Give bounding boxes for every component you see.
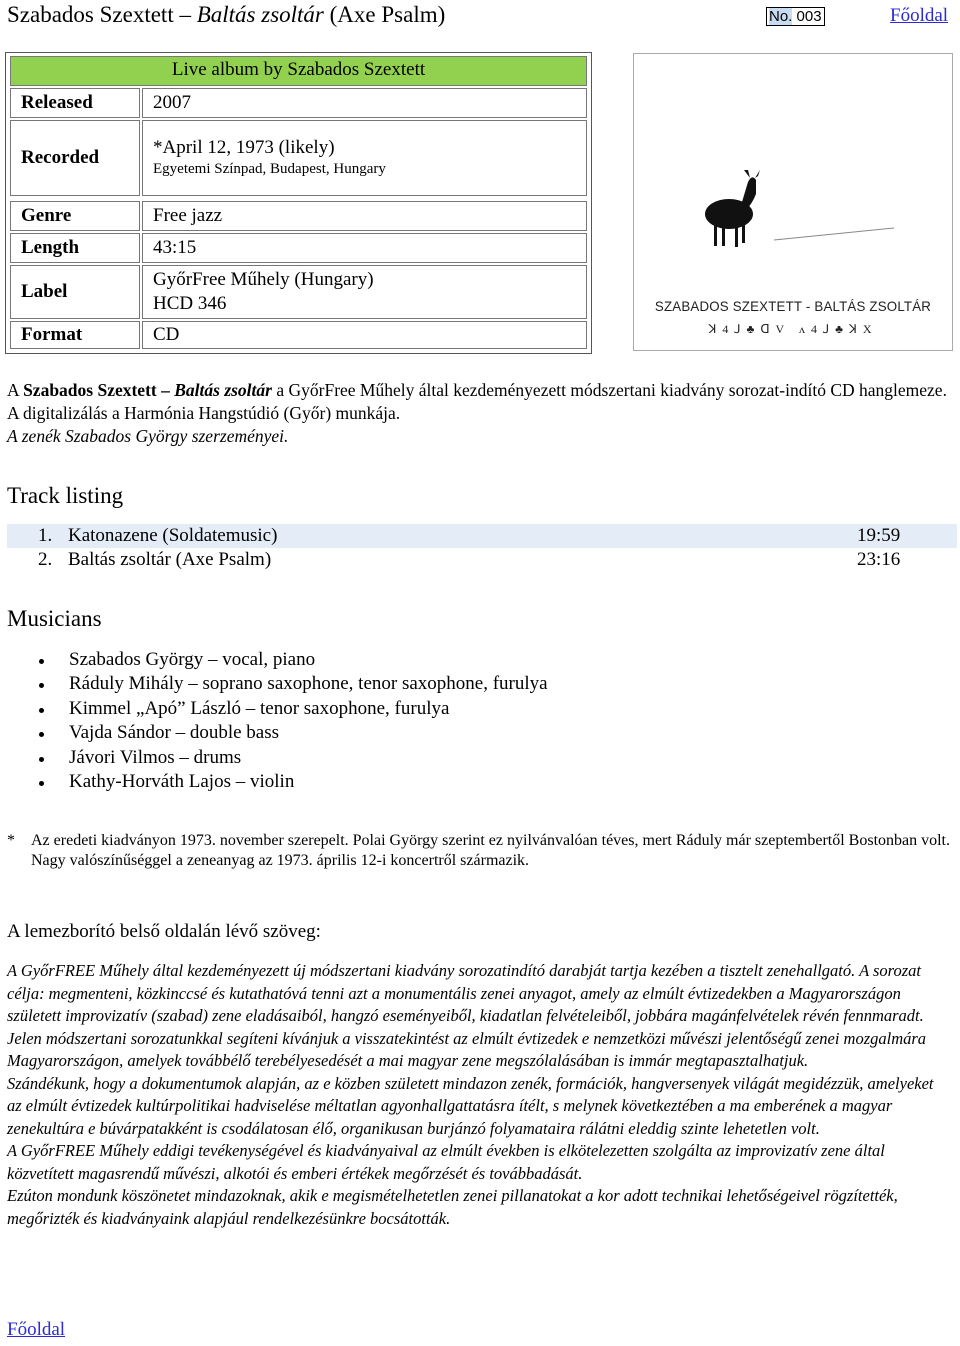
title-album: Baltás zsoltár <box>196 2 324 27</box>
sheep-leg <box>722 226 725 246</box>
track-number: 1. <box>38 525 53 546</box>
infobox-header: Live album by Szabados Szextett <box>10 56 587 86</box>
sheep-illustration <box>634 54 952 294</box>
label-value-line2: HCD 346 <box>153 293 227 314</box>
cover-symbols: ꓘ4ꓙ♣ꓷV ʌ4ꓙ♣ꓘX <box>708 322 878 336</box>
list-item: Kathy-Horváth Lajos – violin <box>69 770 548 794</box>
track-number: 2. <box>38 549 53 570</box>
horizon-line <box>774 228 894 240</box>
intro-composer-line: A zenék Szabados György szerzeményei. <box>7 426 289 446</box>
inner-paragraph: Szándékunk, hogy a dokumentumok alapján, az e közben született mindazon zenék, formációk, hangversenyek világát megidézzük, amelyeket az elmúlt évtizedek kultúrpolitikai hadviselése méltatlan agyonhallgattatásra ítélt, s melynek következtében a ma emberének a magyar zenekultúra e búvárpatakként is csodálatosan élő, organikusan burjánzó folyamataira rálátni eleddig szinte lehetetlen volt. <box>7 1073 934 1138</box>
list-item: Vajda Sándor – double bass <box>69 721 548 745</box>
sheep-leg <box>714 224 717 246</box>
track-title: Katonazene (Soldatemusic) <box>68 525 278 546</box>
list-item: Ráduly Mihály – soprano saxophone, tenor saxophone, furulya <box>69 672 548 696</box>
album-infobox <box>5 52 592 354</box>
recorded-date: *April 12, 1973 (likely) <box>153 137 335 158</box>
list-item: Jávori Vilmos – drums <box>69 746 548 770</box>
intro-text-rest: a GyőrFree Műhely által kezdeményezett módszertani kiadvány sorozat-indító CD hanglemeze. A digitalizálás a Harmónia Hangstúdió (Győr) munkája. <box>7 380 947 423</box>
track-row <box>7 548 957 572</box>
genre-value: Free jazz <box>142 201 587 231</box>
list-item: Kimmel „Apó” László – tenor saxophone, furulya <box>69 697 548 721</box>
recorded-place: Egyetemi Színpad, Budapest, Hungary <box>153 161 386 177</box>
inner-paragraph: A GyőrFREE Műhely eddigi tevékenységével és kiadványaival az elmúlt években is elkötelezetten szolgálta az improvizatív zene által közvetített magasrendű művészi, alkotói és emberi értékek megőrzését és továbbadását. <box>7 1141 885 1183</box>
intro-paragraph <box>7 379 952 448</box>
inner-paragraph: Jelen módszertani sorozatunkkal segíteni kívánjuk a visszatekintést az elmúlt évtizedek e nemzetközi művészi jelentőségű zenei mozgalmára Magyarországon, amelyek továbbélő terebélyesedését a mai magyar zene megszólalásában is immár megtapasztalhatjuk. <box>7 1028 927 1070</box>
album-cover <box>633 53 953 351</box>
intro-bold-album: Baltás zsoltár <box>174 380 272 400</box>
recorded-value <box>142 120 587 196</box>
catalog-number <box>766 7 825 26</box>
page-title <box>7 2 445 28</box>
title-english: (Axe Psalm) <box>323 2 446 27</box>
intro-text-start: A <box>7 380 24 400</box>
footnote-text: Az eredeti kiadványon 1973. november szerepelt. Polai György szerint ez nyilvánvalóan téves, mert Ráduly már szeptembertől Bostonban volt. Nagy valószínűséggel a zeneanyag az 1973. április 12-i koncertről származik. <box>31 832 950 869</box>
footnote-marker: * <box>7 832 15 849</box>
track-duration: 23:16 <box>857 549 901 570</box>
track-row <box>7 524 957 548</box>
genre-label: Genre <box>10 201 140 231</box>
home-link-top[interactable]: Főoldal <box>890 5 949 26</box>
list-item: Szabados György – vocal, piano <box>69 648 548 672</box>
inner-paragraph: Ezúton mondunk köszönetet mindazoknak, akik e megismételhetetlen zenei pillanatokat a kor adott technikai lehetőségeivel rögzítették, megőrizték és kiadványaink alapjául rendelkezésünkre bocsátották. <box>7 1186 898 1228</box>
inner-paragraph <box>7 960 952 1028</box>
sheep-leg <box>735 224 738 247</box>
home-link-bottom[interactable]: Főoldal <box>7 1319 66 1340</box>
sheep-ear <box>744 170 750 178</box>
catalog-number-label: No. <box>769 8 793 25</box>
catalog-number-value: 003 <box>796 8 822 25</box>
inner-paragraph-rest: A sorozat célja: megmenteni, közkinccsé és kutathatóvá tenni azt a monumentális zenei anyagot, amely az elmúlt évtizedekben a Magyarországon született improvizatív (szabad) zene eladásaiból, hangzó eseményeiből, kiadatlan felvételeiből, jobbára magánfelvételek révén fennmaradt. <box>7 961 924 1025</box>
track-duration: 19:59 <box>857 525 901 546</box>
recorded-label: Recorded <box>10 120 140 196</box>
format-label: Format <box>10 321 140 349</box>
inner-paragraph-lead: A GyőrFREE Műhely által kezdeményezett új módszertani kiadvány sorozatindító darabját tartja kezében a tisztelt zenehallgató. <box>7 961 856 980</box>
sheep-leg <box>742 222 745 243</box>
track-title: Baltás zsoltár (Axe Psalm) <box>68 549 272 570</box>
length-value: 43:15 <box>142 233 587 263</box>
length-label: Length <box>10 233 140 263</box>
released-label: Released <box>10 88 140 118</box>
label-value <box>142 265 587 319</box>
musicians-list <box>7 648 548 794</box>
format-value: CD <box>142 321 587 349</box>
inner-sleeve-text <box>7 960 952 1230</box>
intro-bold-artist: Szabados Szextett – <box>23 380 175 400</box>
title-artist: Szabados Szextett <box>7 2 174 27</box>
released-value: 2007 <box>142 88 587 118</box>
track-list <box>7 524 957 572</box>
inner-sleeve-heading: A lemezborító belső oldalán lévő szöveg: <box>7 921 321 942</box>
cover-title: SZABADOS SZEXTETT - BALTÁS ZSOLTÁR <box>654 298 932 314</box>
musicians-heading: Musicians <box>7 606 102 631</box>
sheep-head <box>742 177 756 210</box>
label-label: Label <box>10 265 140 319</box>
title-dash: – <box>173 2 197 27</box>
sheep-ear <box>755 170 760 178</box>
track-listing-heading: Track listing <box>7 483 124 508</box>
label-value-line1: GyőrFree Műhely (Hungary) <box>153 269 374 290</box>
